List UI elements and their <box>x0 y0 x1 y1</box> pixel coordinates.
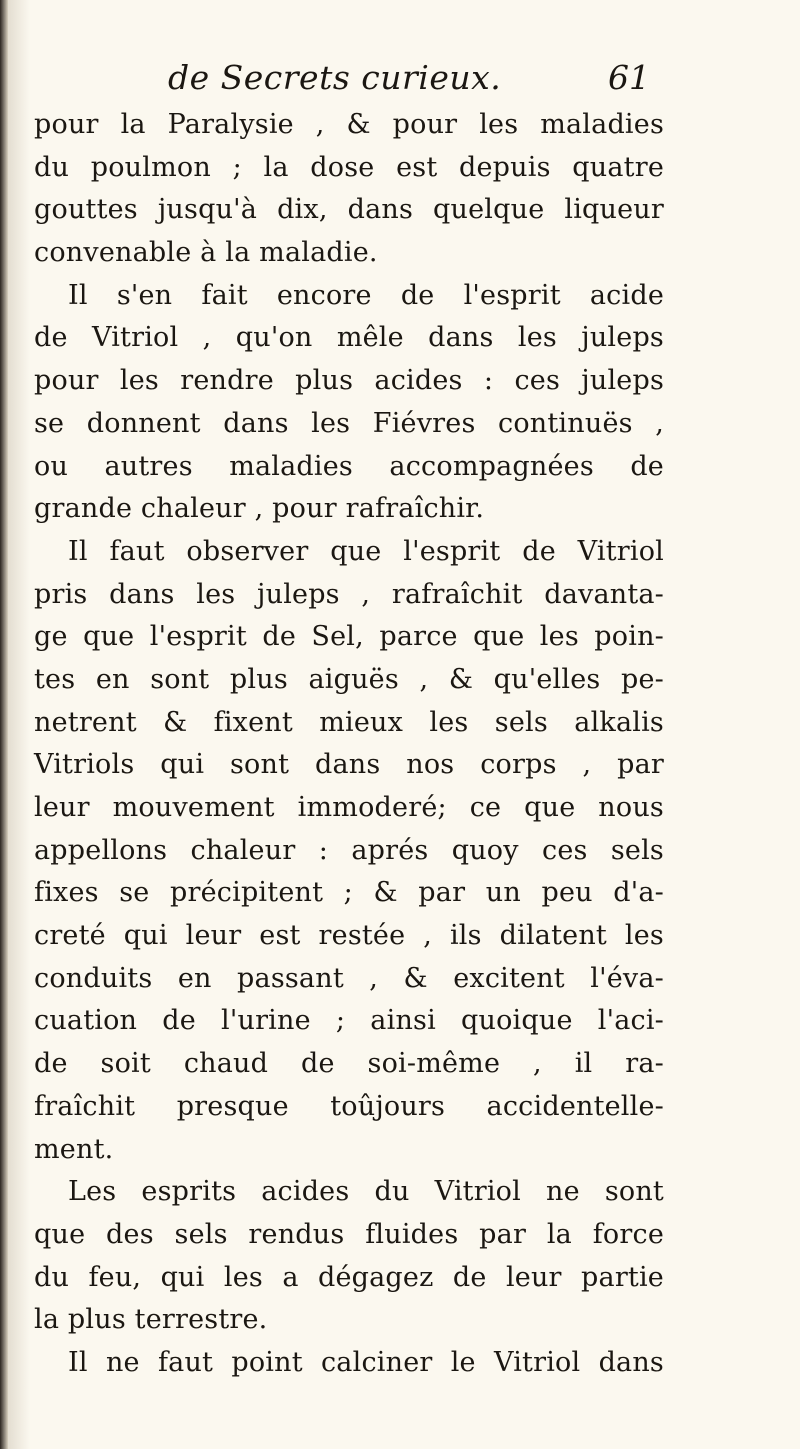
text-line: convenable à la maladie. <box>34 237 378 269</box>
text-line: fraîchit presque toûjours accidentelle- <box>34 1090 664 1122</box>
text-line: cuation de l'urine ; ainsi quoique l'aci- <box>34 1005 664 1037</box>
text-line: leur mouvement immoderé; ce que nous <box>34 792 664 823</box>
text-line: pour les rendre plus acides : ces juleps <box>34 365 664 397</box>
text-line: appellons chaleur : aprés quoy ces sels <box>34 834 664 866</box>
text-line: que des sels rendus fluides par la force <box>34 1218 664 1250</box>
text-line: de Vitriol , qu'on mêle dans les juleps <box>34 322 664 354</box>
text-line: netrent & fixent mieux les sels alkalis <box>34 706 664 738</box>
text-line: ge que l'esprit de Sel, parce que les poin- <box>34 621 664 653</box>
text-line: fixes se précipitent ; & par un peu d'a- <box>34 877 664 909</box>
text-line: pour la Paralysie , & pour les maladies <box>34 109 664 140</box>
text-line: tes en sont plus aiguës , & qu'elles pe- <box>34 663 664 695</box>
running-title: de Secrets curieux. <box>168 58 502 97</box>
body-text <box>34 104 664 1385</box>
text-line: du poulmon ; la dose est depuis quatre <box>34 151 664 183</box>
text-line: grande chaleur , pour rafraîchir. <box>34 493 485 525</box>
text-line: Les esprits acides du Vitriol ne sont <box>68 1176 664 1208</box>
text-line: Il s'en fait encore de l'esprit acide <box>68 279 664 311</box>
book-spine-edge <box>0 0 8 1449</box>
text-line: conduits en passant , & excitent l'éva- <box>34 962 664 994</box>
text-line: ment. <box>34 1133 114 1165</box>
text-line: Il faut observer que l'esprit de Vitriol <box>68 535 664 567</box>
text-line: Vitriols qui sont dans nos corps , par <box>34 749 664 781</box>
running-header <box>0 58 800 110</box>
text-line: de soit chaud de soi-même , il ra- <box>34 1048 664 1080</box>
text-line: creté qui leur est restée , ils dilatent les <box>34 920 664 952</box>
text-line: la plus terrestre. <box>34 1304 268 1336</box>
text-line: ou autres maladies accompagnées de <box>34 450 664 482</box>
text-line: Il ne faut point calciner le Vitriol dans <box>68 1346 664 1378</box>
gutter-shadow <box>8 0 30 1449</box>
text-line: se donnent dans les Fiévres continuës , <box>34 407 664 439</box>
text-line: gouttes jusqu'à dix, dans quelque liqueur <box>34 194 664 226</box>
page-number: 61 <box>608 58 650 97</box>
text-line: du feu, qui les a dégagez de leur partie <box>34 1261 664 1293</box>
text-line: pris dans les juleps , rafraîchit davanta- <box>34 578 664 610</box>
